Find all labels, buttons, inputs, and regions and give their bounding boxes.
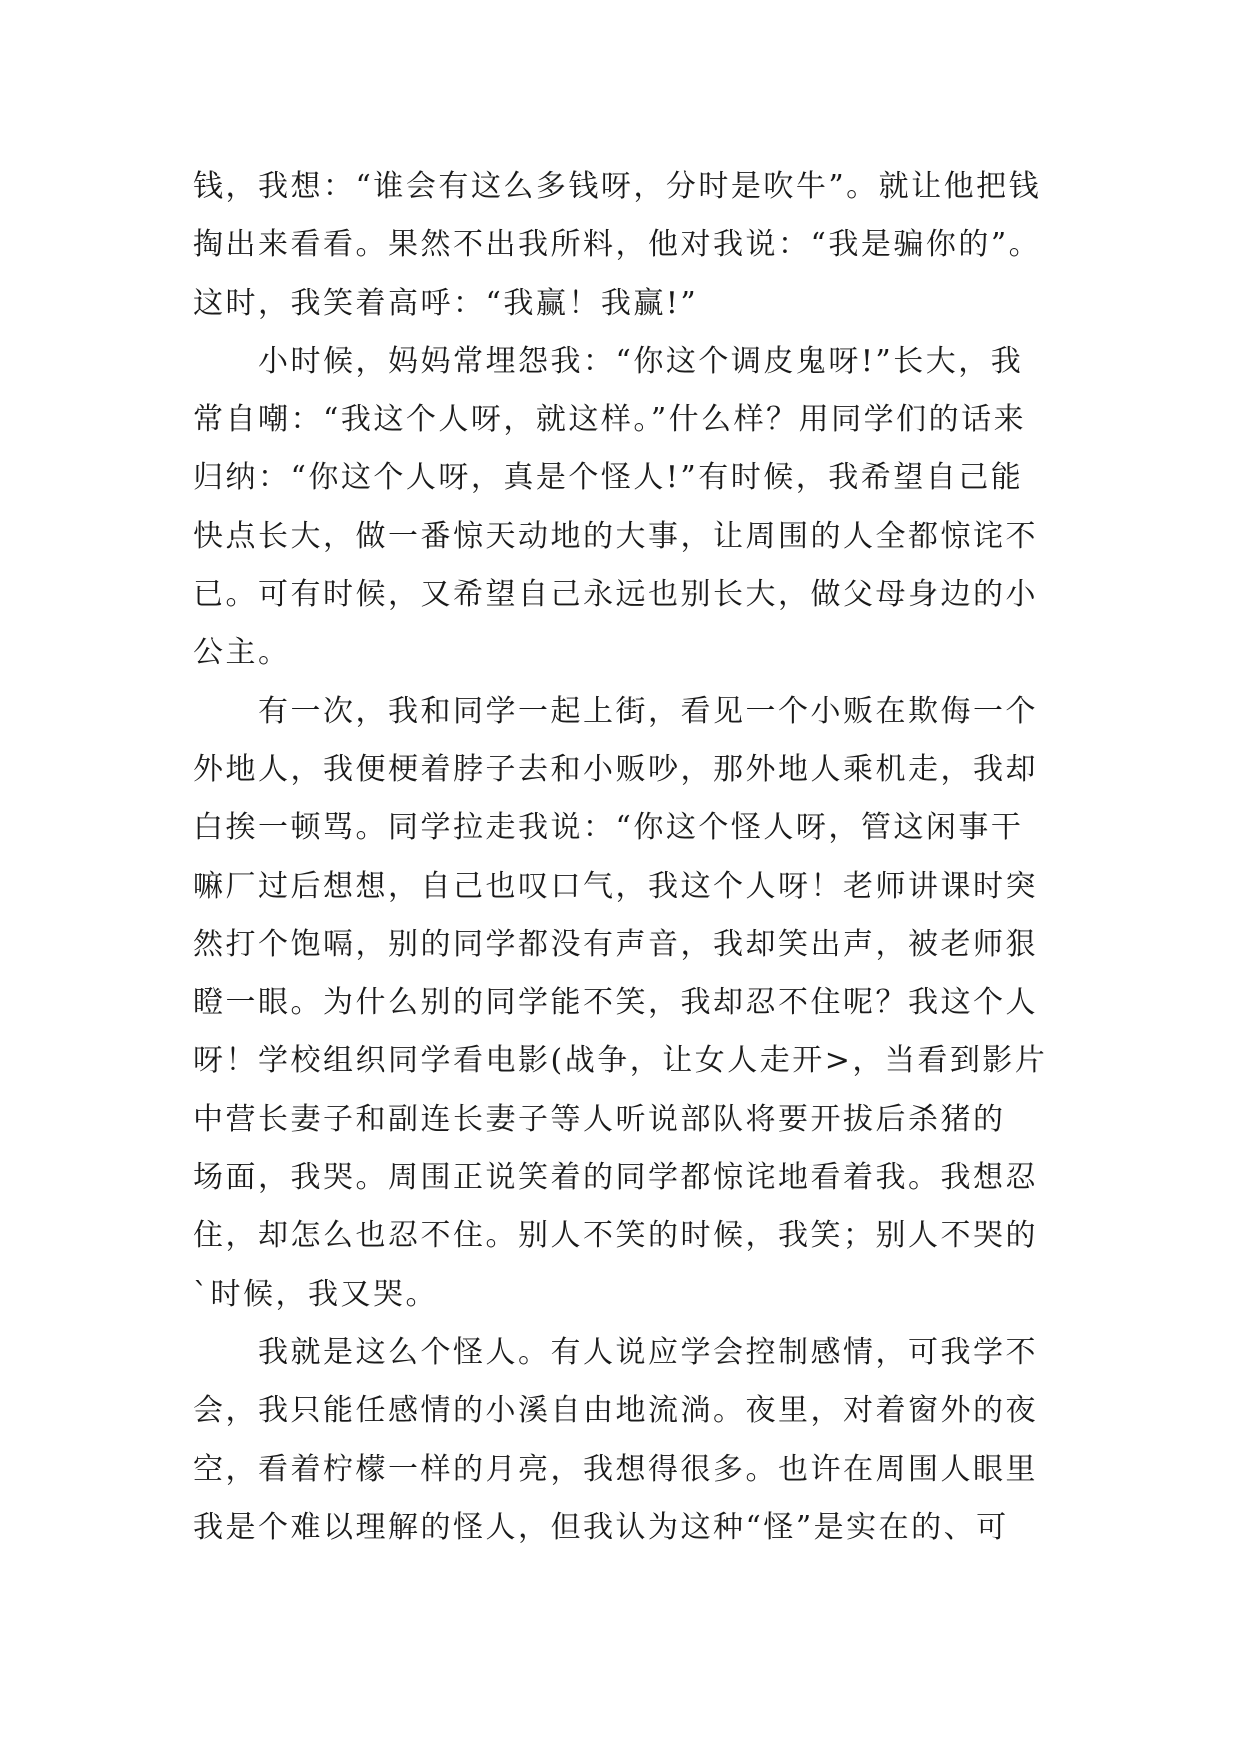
text-line: 住，却怎么也忍不住。别人不笑的时候，我笑；别人不哭的 xyxy=(193,1218,1038,1254)
text-line: 中营长妻子和副连长妻子等人听说部队将要开拔后杀猪的 xyxy=(193,1101,1006,1137)
text-line: 小时候，妈妈常埋怨我：“你这个调皮鬼呀!”长大，我 xyxy=(193,343,1024,379)
text-line: 场面，我哭。周围正说笑着的同学都惊诧地看着我。我想忍 xyxy=(193,1160,1038,1196)
text-line: 常自嘲：“我这个人呀，就这样。”什么样？用同学们的话来 xyxy=(193,402,1027,438)
text-line: 外地人，我便梗着脖子去和小贩吵，那外地人乘机走，我却 xyxy=(193,751,1038,787)
text-line: 我是个难以理解的怪人，但我认为这种“怪”是实在的、可 xyxy=(193,1509,1009,1545)
text-line: 会，我只能任感情的小溪自由地流淌。夜里，对着窗外的夜 xyxy=(193,1393,1038,1429)
text-line: 嘛厂过后想想，自己也叹口气，我这个人呀！老师讲课时突 xyxy=(193,868,1038,904)
text-line: 呀！学校组织同学看电影(战争，让女人走开>，当看到影片 xyxy=(193,1043,1048,1079)
text-line: 这时，我笑着高呼：“我赢！我赢!” xyxy=(193,285,699,321)
text-line: 钱，我想：“谁会有这么多钱呀，分时是吹牛”。就让他把钱 xyxy=(193,169,1042,204)
text-line: 掏出来看看。果然不出我所料，他对我说：“我是骗你的”。 xyxy=(193,227,1042,263)
text-line: 快点长大，做一番惊天动地的大事，让周围的人全都惊诧不 xyxy=(193,518,1038,554)
text-line: 白挨一顿骂。同学拉走我说：“你这个怪人呀，管这闲事干 xyxy=(193,810,1024,846)
text-line: 我就是这么个怪人。有人说应学会控制感情，可我学不 xyxy=(193,1334,1038,1370)
text-line: 已。可有时候，又希望自己永远也别长大，做父母身边的小 xyxy=(193,577,1038,613)
text-line: 有一次，我和同学一起上街，看见一个小贩在欺侮一个 xyxy=(193,693,1038,729)
text-line: 空，看着柠檬一样的月亮，我想得很多。也许在周围人眼里 xyxy=(193,1451,1038,1487)
text-line: 公主。 xyxy=(193,635,291,671)
text-line: 然打个饱嗝，别的同学都没有声音，我却笑出声，被老师狠 xyxy=(193,926,1038,962)
text-line: 瞪一眼。为什么别的同学能不笑，我却忍不住呢？我这个人 xyxy=(193,985,1038,1021)
text-line: 归纳：“你这个人呀，真是个怪人!”有时候，我希望自己能 xyxy=(193,460,1024,496)
text-line: `时候，我又哭。 xyxy=(193,1276,438,1312)
body-text xyxy=(193,158,1093,1557)
